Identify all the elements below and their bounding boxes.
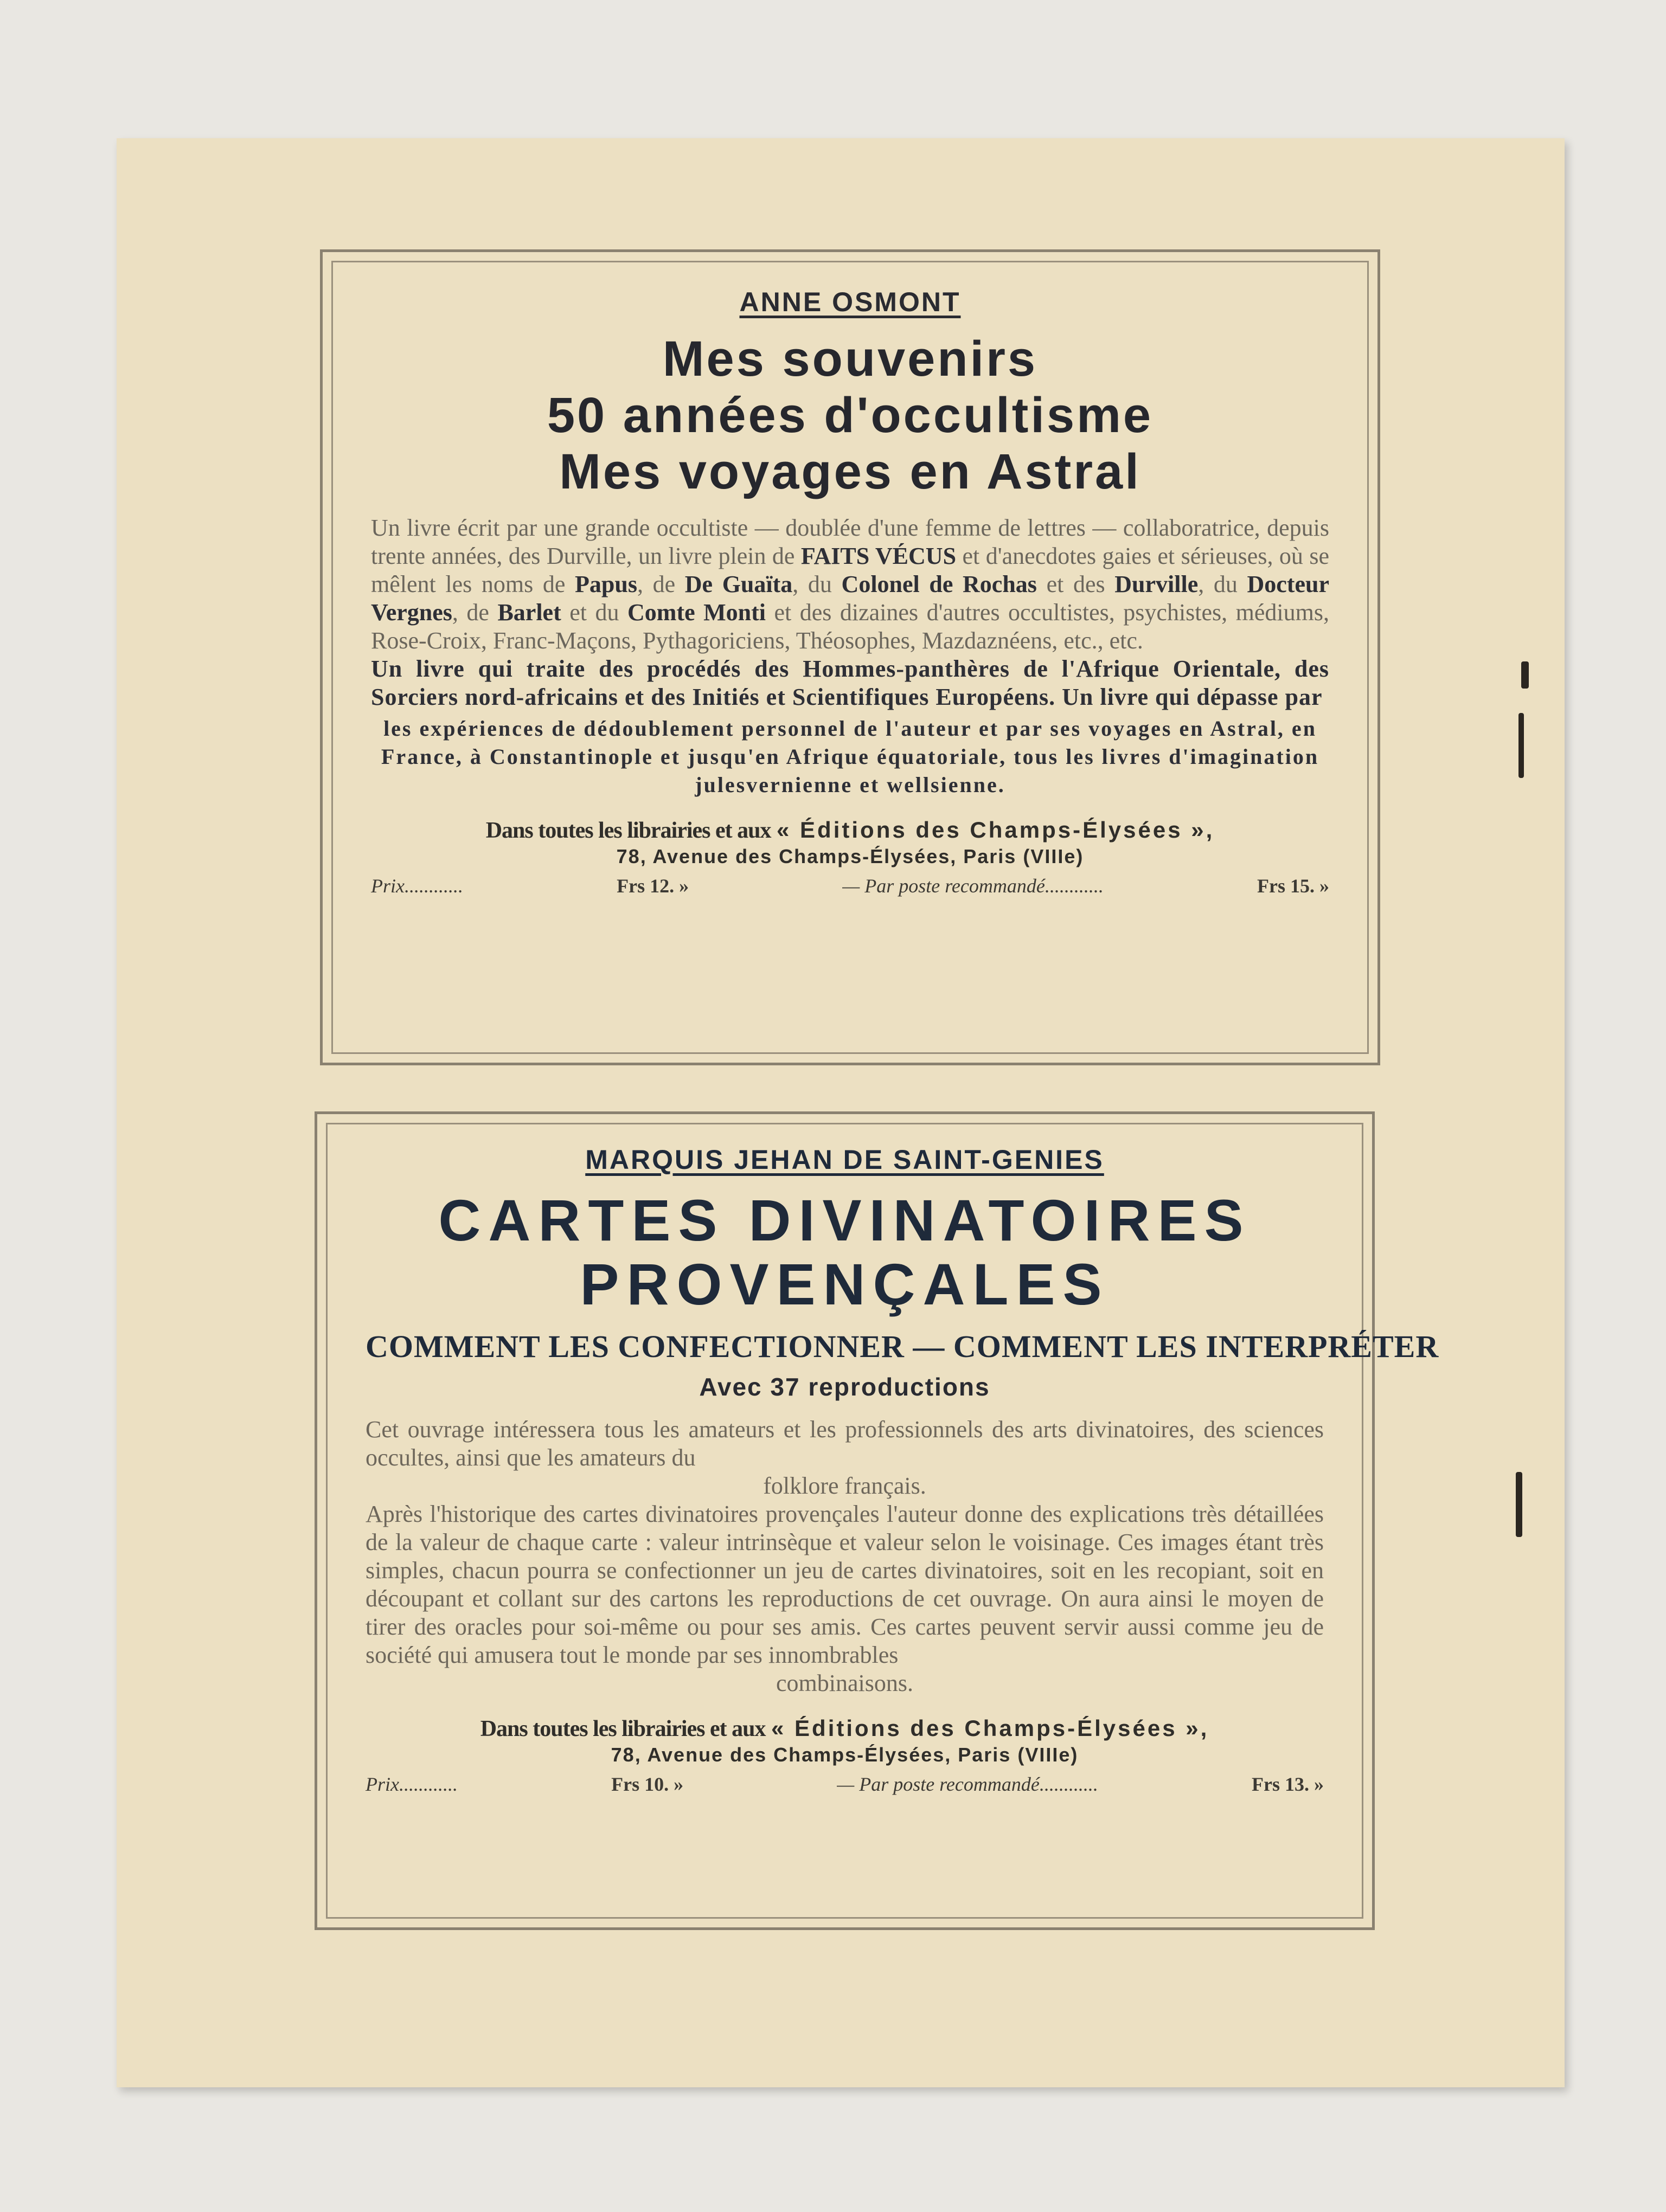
ad1-text: et des dizaines d'autres occultistes, psychistes, médiums, Rose-Croix, Franc-Maçons, Pythagoriciens, Théosophes, Mazdaznéens, etc., etc. — [371, 599, 1329, 654]
ad1-name: Docteur Vergnes — [371, 571, 1329, 626]
ad1-title-line: Mes souvenirs — [662, 331, 1038, 387]
ad1-price-registered: Frs 15. » — [1257, 875, 1329, 897]
ad2-subtitle: COMMENT LES CONFECTIONNER — COMMENT LES INTERPRÉTER — [366, 1329, 1439, 1364]
ad1-name: Comte Monti — [627, 599, 766, 626]
ad1-price: Frs 12. » — [617, 875, 689, 897]
ad2-publisher: « Éditions des Champs-Élysées », — [771, 1715, 1209, 1741]
ad2-reproductions: Avec 37 reproductions — [699, 1373, 990, 1401]
ad1-name: De Guaïta — [684, 571, 793, 597]
ad1-text: , du — [792, 571, 842, 597]
ad1-bold-text: Un livre qui traite des procédés des Hommes-panthères de l'Afrique Orientale, des Sorciers nord-africains et des Initiés et Scientifiques Européens. Un livre qui dépasse par — [371, 655, 1329, 710]
ad1-name: Papus — [575, 571, 637, 597]
ad2-availability-label: Dans toutes les librairies et aux — [480, 1716, 766, 1741]
ad2-paragraph-end: folklore français. — [763, 1472, 926, 1499]
ad1-publisher: « Éditions des Champs-Élysées », — [777, 817, 1215, 843]
ad2-title-line: PROVENÇALES — [580, 1251, 1110, 1317]
ad2-price-line — [366, 1773, 1324, 1796]
ad1-text: Un livre écrit par une grande occultiste — doublée d'une femme de lettres — collaboratrice, depuis trente années, des Durville, un livre plein de — [371, 515, 1329, 569]
ad2-price: Frs 10. » — [611, 1773, 684, 1795]
ad1-text: et du — [561, 599, 628, 626]
ad2-price-registered: Frs 13. » — [1252, 1773, 1324, 1795]
ad2-availability — [366, 1714, 1324, 1744]
ad1-price-label: Prix............ — [371, 875, 463, 897]
ad2-paragraph-end: combinaisons. — [776, 1670, 913, 1696]
ad1-text: , de — [637, 571, 685, 597]
ad2-paragraph: Après l'historique des cartes divinatoires provençales l'auteur donne des explications très détaillées de la valeur de chaque carte : valeur intrinsèque et valeur selon le voisinage. Ces images étant très simples, chacun pourra se confectionner un jeu de cartes divinatoires, soit en les recopiant, soit en découpant et collant sur des cartons les reproductions de cet ouvrage. On aura ainsi le moyen de tirer des oracles pour soi-même ou pour ses amis. Ces cartes peuvent servir aussi comme jeu de société qui amusera tout le monde par ses innombrables — [366, 1501, 1324, 1668]
ad2-title-line: CARTES DIVINATOIRES — [438, 1187, 1251, 1253]
ad1-availability — [371, 815, 1329, 845]
binding-staple-mark — [1516, 1472, 1522, 1537]
ad1-text: et des — [1036, 571, 1115, 597]
ad1-price-registered-label: — Par poste recommandé............ — [842, 875, 1104, 897]
ad2-price-label: Prix............ — [366, 1773, 458, 1795]
ad1-price-line — [371, 874, 1329, 897]
ad2-address: 78, Avenue des Champs-Élysées, Paris (VIIIe) — [611, 1744, 1079, 1766]
ad2-author: MARQUIS JEHAN DE SAINT-GENIES — [585, 1144, 1104, 1175]
ad2-description — [366, 1416, 1324, 1697]
ad1-bold-text-2: les expériences de dédoublement personnel de l'auteur et par ses voyages en Astral, en France, à Constantinople et jusqu'en Afrique équatoriale, tous les livres d'imagination julesvernienne et wellsienne. — [381, 716, 1319, 797]
ad2-paragraph: Cet ouvrage intéressera tous les amateurs et les professionnels des arts divinatoires, des sciences occultes, ainsi que les amateurs du — [366, 1416, 1324, 1471]
ad1-text: et d'anecdotes gaies et sérieuses, où se mêlent les noms de — [371, 543, 1329, 597]
ad1-title-line: 50 années d'occultisme — [547, 388, 1154, 443]
binding-staple-mark — [1521, 661, 1529, 689]
ad1-faits-vecus: FAITS VÉCUS — [800, 543, 957, 569]
ad1-availability-label: Dans toutes les librairies et aux — [485, 818, 771, 843]
ad1-title-line: Mes voyages en Astral — [559, 444, 1141, 499]
ad1-text: , du — [1198, 571, 1247, 597]
ad1-name: Colonel de Rochas — [841, 571, 1037, 597]
ad-osmont — [320, 249, 1380, 1065]
ad1-author: ANNE OSMONT — [739, 287, 961, 317]
book-back-cover — [117, 138, 1565, 2087]
binding-staple-mark — [1518, 713, 1524, 778]
ad1-title — [371, 331, 1329, 500]
ad1-address: 78, Avenue des Champs-Élysées, Paris (VIIIe) — [616, 845, 1084, 867]
ad1-text: , de — [452, 599, 498, 626]
ad1-description — [371, 514, 1329, 655]
ad-saint-genies — [315, 1111, 1439, 1930]
ad2-title — [366, 1188, 1324, 1316]
ad1-name: Barlet — [497, 599, 561, 626]
ad2-price-registered-label: — Par poste recommandé............ — [837, 1773, 1098, 1795]
ad1-name: Durville — [1114, 571, 1199, 597]
